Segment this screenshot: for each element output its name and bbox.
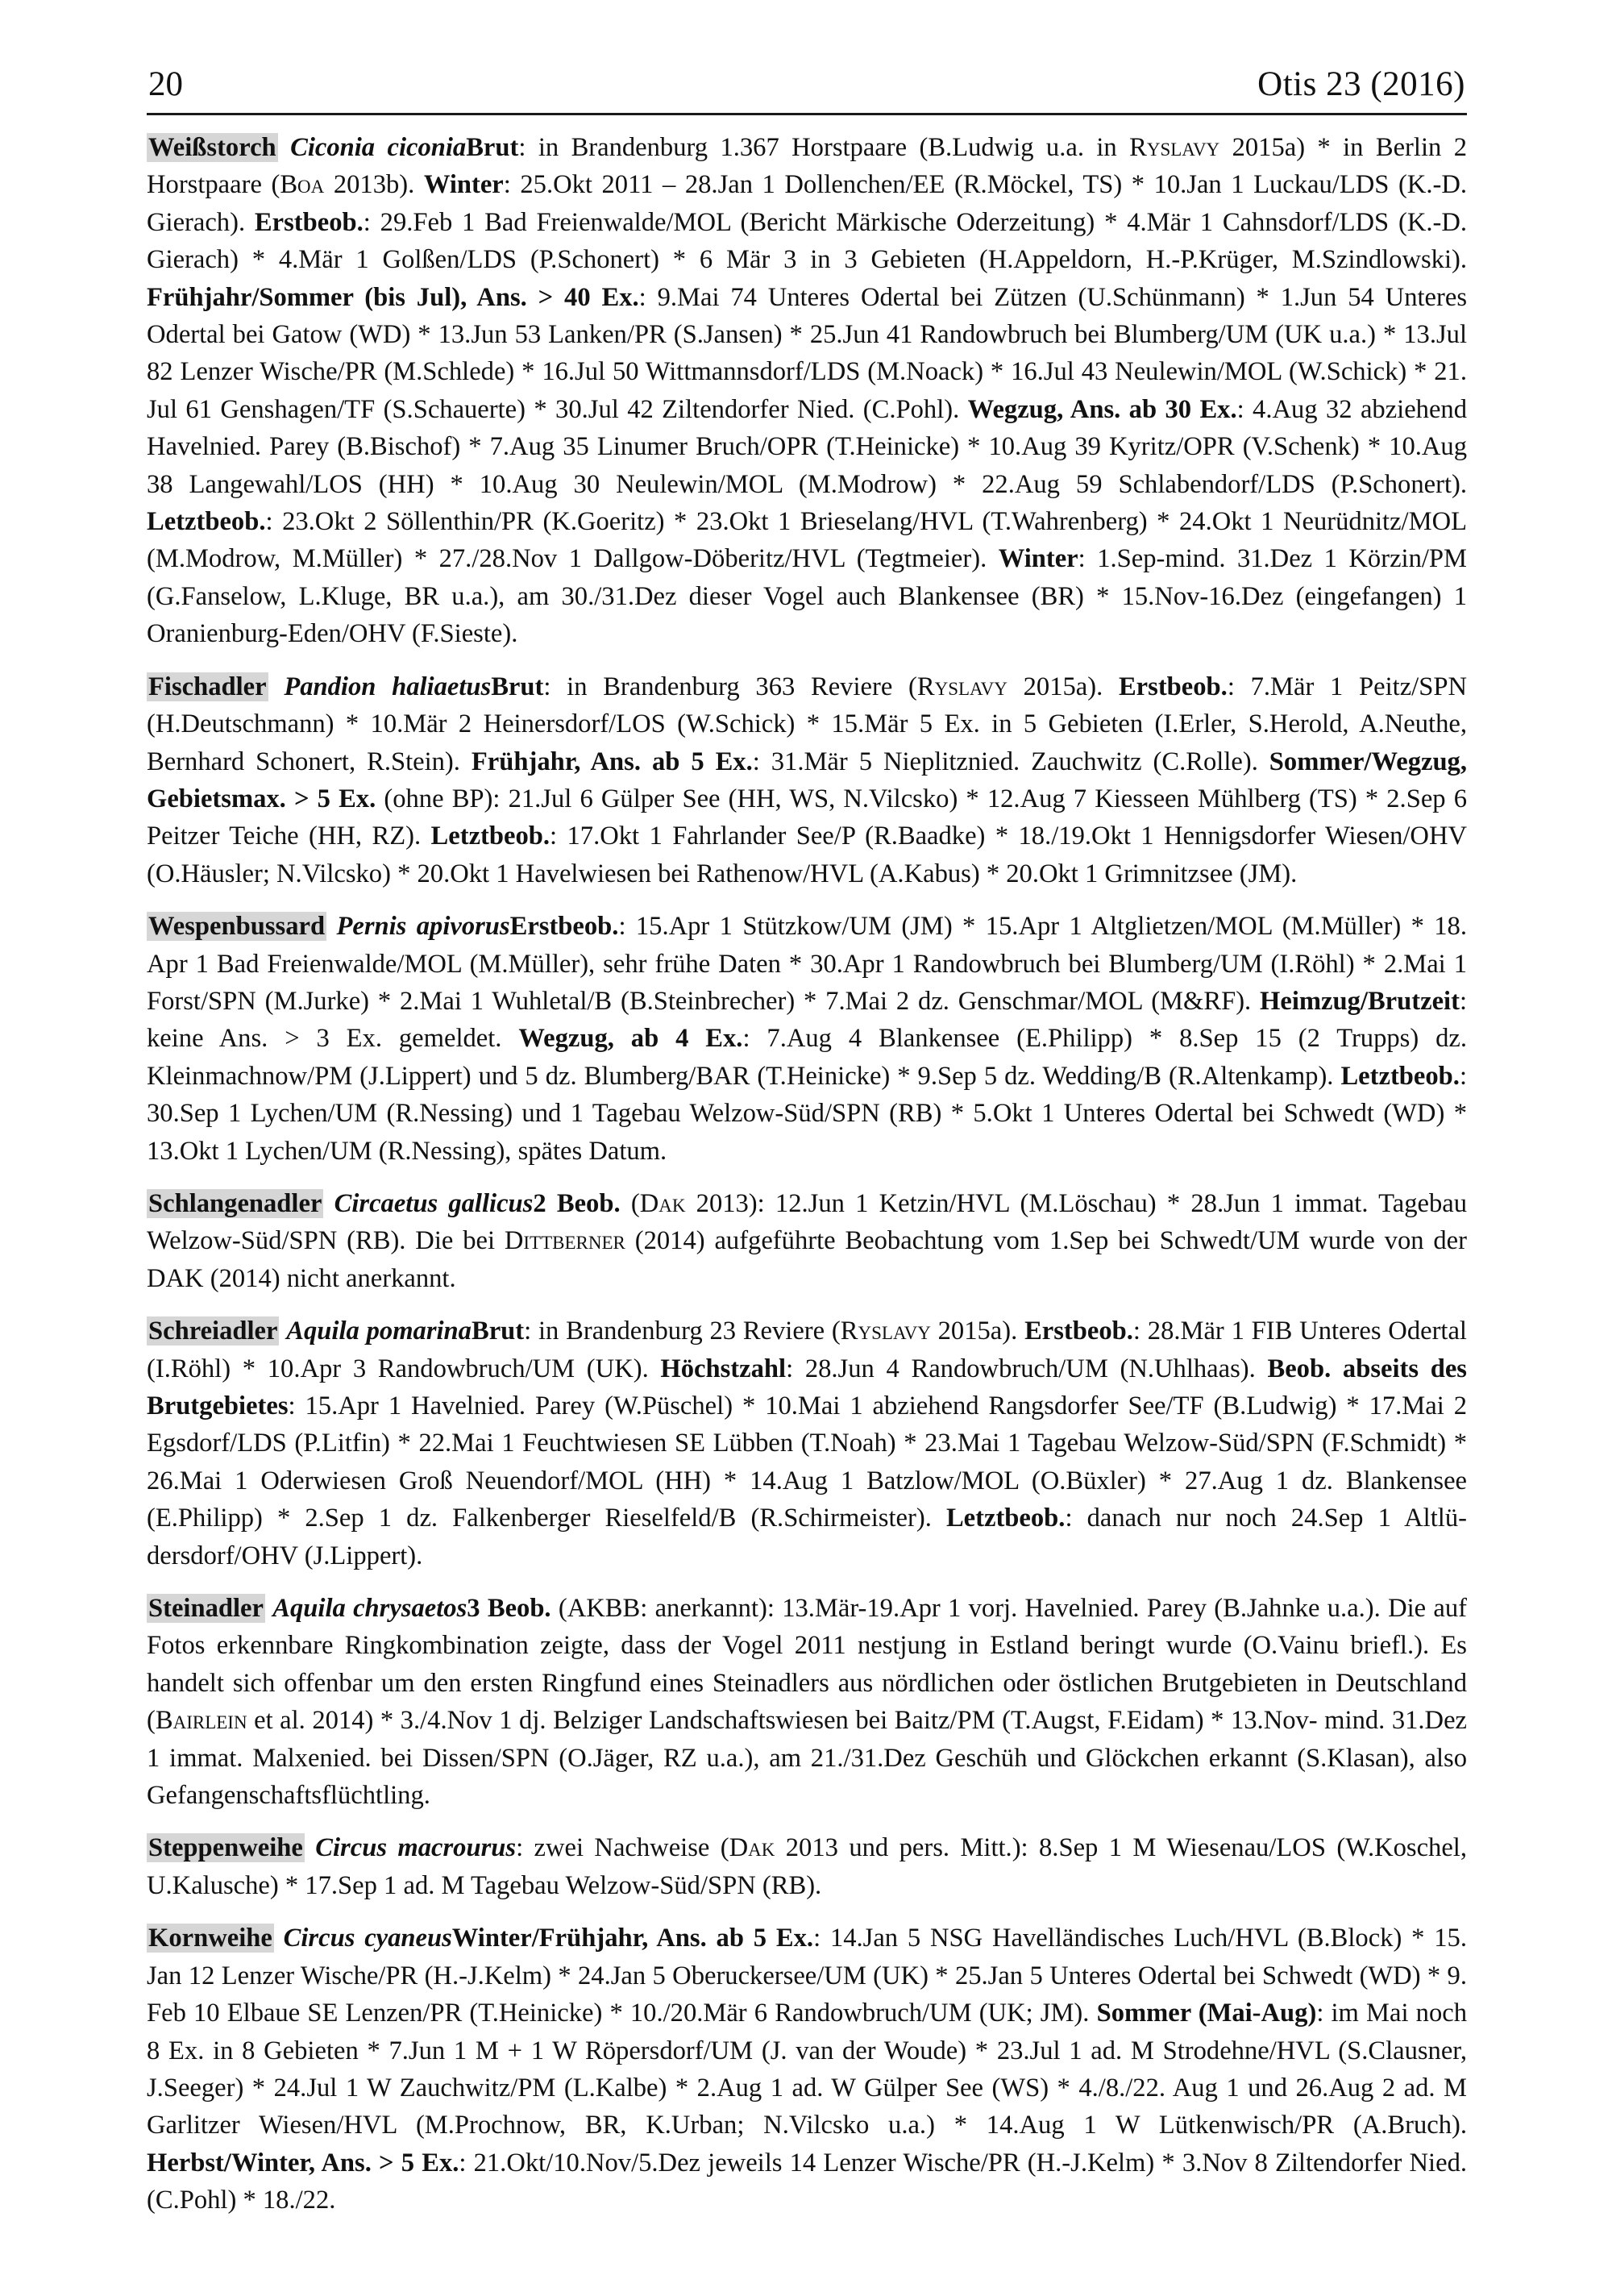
page-number: 20	[148, 65, 183, 103]
heading-label: Wegzug, ab 4 Ex.	[518, 1024, 743, 1054]
heading-label: Erstbeob.	[1024, 1316, 1133, 1346]
heading-label: Brut	[491, 672, 544, 701]
heading-label: 2 Beob.	[533, 1188, 621, 1218]
latin-name: Circaetus gallicus	[334, 1188, 534, 1218]
heading-label: Letztbeob.	[945, 1504, 1066, 1533]
entry-text: : zwei Nachweise (Dak 2013 und pers. Mitt.): 8.Sep 1 M Wiesenau/LOS (W.Koschel, U.Kalusche) * 17.Sep 1 ad. M Tagebau Welzow-Süd/SPN (RB).	[147, 1833, 1467, 1900]
latin-name: Pandion haliaetus	[284, 672, 492, 701]
heading-label: Frühjahr/Sommer (bis Jul), Ans. > 40 Ex.	[147, 282, 639, 312]
heading-label: Letztbeob.	[147, 507, 266, 537]
species-name: Fischadler	[148, 672, 267, 701]
species-name: Steppenweihe	[148, 1833, 303, 1863]
species-name: Kornweihe	[148, 1924, 272, 1953]
heading-label: 3 Beob.	[467, 1594, 551, 1624]
latin-name: Ciconia ciconia	[290, 133, 467, 162]
species-name: Wespenbussard	[148, 912, 326, 942]
species-name: Schreiadler	[148, 1316, 278, 1346]
entry-text: Erstbeob.: 15.Apr 1 Stützkow/UM (JM) * 15.Apr 1 Altglietzen/MOL (M.Müller) * 18. Apr 1 Bad Freienwalde/MOL (M.Müller), sehr frühe Daten * 30.Apr 1 Randowbruch bei Blumberg/UM (I.Röhl) * 2.Mai 1 Forst/SPN (M.Jurke) * 2.Mai 1 Wuhletal/B (B.Steinbrecher) * 7.Mai 2 dz. Genschmar/MOL (M&RF). Heimzug/Brutzeit: keine Ans. > 3 Ex. gemeldet. Wegzug, ab 4 Ex.: 7.Aug 4 Blankensee (E.Philipp) * 8.Sep 15 (2 Trupps) dz. Kleinmachnow/PM (J.Lippert) und 5 dz. Blumberg/BAR (T.Heinicke) * 9.Sep 5 dz. Wedding/B (R.Altenkamp). Letztbeob.: 30.Sep 1 Lychen/UM (R.Nessing) und 1 Tagebau Welzow-Süd/SPN (RB) * 5.Okt 1 Unteres Odertal bei Schwedt (WD) * 13.Okt 1 Lychen/UM (R.Nessing), spätes Datum.	[147, 912, 1467, 1166]
journal-title: Otis 23 (2016)	[1257, 65, 1465, 103]
heading-label: Frühjahr, Ans. ab 5 Ex.	[471, 747, 753, 776]
heading-label: Erstbeob.	[254, 207, 364, 237]
entry-text: 2 Beob. (Dak 2013): 12.Jun 1 Ketzin/HVL (M.Löschau) * 28.Jun 1 immat. Tagebau Welzow-Süd/SPN (RB). Die bei Dittberner (2014) aufgeführte Beobachtung vom 1.Sep bei Schwedt/UM wurde von der DAK (2014) nicht anerkannt.	[147, 1188, 1467, 1293]
heading-label: Sommer/Wegzug, Gebietsmax. > 5 Ex.	[147, 747, 1467, 813]
entry-text: 3 Beob. (AKBB: anerkannt): 13.Mär-19.Apr 1 vorj. Havelnied. Parey (B.Jahnke u.a.). Die auf Fotos erkennbare Ringkombination zeigte, dass der Vogel 2011 nestjung in Estland beringt wurde (O.Vainu briefl.). Es handelt sich offenbar um den ersten Ringfund eines Steinadlers aus nördlichen oder östlichen Brutgebieten in Deutschland (Bairlein et al. 2014) * 3./4.Nov 1 dj. Belziger Landschaftswiesen bei Baitz/PM (T.Augst, F.Eidam) * 13.Nov- mind. 31.Dez 1 immat. Malxenied. bei Dissen/SPN (O.Jäger, RZ u.a.), am 21./31.Dez Geschüh und Glöckchen erkannt (S.Klasan), also Gefangenschaftsflüchtling.	[147, 1594, 1467, 1811]
heading-label: Winter/Frühjahr, Ans. ab 5 Ex.	[451, 1924, 814, 1953]
author-citation: Ryslavy	[1129, 133, 1220, 162]
heading-label: Sommer (Mai-Aug)	[1096, 1999, 1317, 2028]
species-name: Weißstorch	[148, 133, 276, 162]
heading-label: Wegzug, Ans. ab 30 Ex.	[967, 394, 1237, 424]
heading-label: Winter	[998, 544, 1078, 574]
heading-label: Brut	[471, 1316, 525, 1346]
species-entry-fischadler	[147, 668, 1467, 892]
author-citation: Boa	[280, 170, 325, 200]
page-header	[147, 63, 1467, 115]
species-list	[147, 129, 1467, 2219]
species-entry-schlangenadler	[147, 1185, 1467, 1297]
heading-label: Winter	[423, 170, 504, 200]
heading-label: Herbst/Winter, Ans. > 5 Ex.	[147, 2148, 459, 2177]
heading-label: Brut	[466, 133, 519, 162]
species-entry-weissstorch	[147, 129, 1467, 653]
species-entry-kornweihe	[147, 1920, 1467, 2219]
entry-text: Brut: in Brandenburg 23 Reviere (Ryslavy 2015a). Erstbeob.: 28.Mär 1 FIB Unteres Odertal (I.Röhl) * 10.Apr 3 Randowbruch/UM (UK). Höchstzahl: 28.Jun 4 Randowbruch/UM (N.Uhlhaas). Beob. abseits des Brutgebietes: 15.Apr 1 Havelnied. Parey (W.Püschel) * 10.Mai 1 abziehend Rangsdorfer See/TF (B.Ludwig) * 17.Mai 2 Egsdorf/LDS (P.Litfin) * 22.Mai 1 Feuchtwiesen SE Lübben (T.Noah) * 23.Mai 1 Tagebau Welzow-Süd/SPN (F.Schmidt) * 26.Mai 1 Oderwiesen Groß Neuendorf/MOL (HH) * 14.Aug 1 Batzlow/MOL (O.Büxler) * 27.Aug 1 dz. Blankensee (E.Philipp) * 2.Sep 1 dz. Falkenberger Rieselfeld/B (R.Schirmeister). Letztbeob.: danach nur noch 24.Sep 1 Altlüdersdorf/OHV (J.Lippert).	[147, 1316, 1467, 1570]
species-entry-steppenweihe	[147, 1829, 1467, 1904]
author-citation: Bairlein	[155, 1706, 247, 1736]
heading-label: Letztbeob.	[1340, 1061, 1460, 1091]
latin-name: Pernis apivorus	[336, 912, 510, 942]
author-citation: Dittberner	[504, 1226, 625, 1256]
author-citation: Dak	[639, 1188, 686, 1218]
latin-name: Aquila pomarina	[286, 1316, 472, 1346]
entry-text: Winter/Frühjahr, Ans. ab 5 Ex.: 14.Jan 5 NSG Havelländisches Luch/HVL (B.Block) * 15. Jan 12 Lenzer Wische/PR (H.-J.Kelm) * 24.Jan 5 Oberuckersee/UM (UK) * 25.Jan 5 Unteres Odertal bei Schwedt (WD) * 9. Feb 10 Elbaue SE Lenzen/PR (T.Heinicke) * 10./20.Mär 6 Randowbruch/UM (UK; JM). Sommer (Mai-Aug): im Mai noch 8 Ex. in 8 Gebieten * 7.Jun 1 M + 1 W Röpersdorf/UM (J. van der Woude) * 23.Jul 1 ad. M Strodehne/HVL (S.Clausner, J.Seeger) * 24.Jul 1 W Zauchwitz/PM (L.Kalbe) * 2.Aug 1 ad. W Gülper See (WS) * 4./8./22. Aug 1 und 26.Aug 2 ad. M Garlitzer Wiesen/HVL (M.Prochnow, BR, K.Urban; N.Vilcsko u.a.) * 14.Aug 1 W Lütkenwisch/PR (A.Bruch). Herbst/Winter, Ans. > 5 Ex.: 21.Okt/10.Nov/5.Dez jeweils 14 Lenzer Wische/PR (H.-J.Kelm) * 3.Nov 8 Ziltendorfer Nied. (C.Pohl) * 18./22.	[147, 1924, 1467, 2215]
heading-label: Erstbeob.	[1118, 672, 1228, 701]
species-name: Steinadler	[148, 1594, 264, 1624]
heading-label: Beob. abseits des Brutgebietes	[147, 1354, 1467, 1420]
author-citation: Ryslavy	[840, 1316, 931, 1346]
latin-name: Aquila chrysaetos	[272, 1594, 467, 1624]
heading-label: Letztbeob.	[430, 821, 550, 851]
species-entry-schreiadler	[147, 1312, 1467, 1574]
latin-name: Circus cyaneus	[283, 1924, 452, 1953]
heading-label: Heimzug/Brutzeit	[1260, 986, 1460, 1016]
heading-label: Höchstzahl	[660, 1354, 787, 1383]
species-name: Schlangenadler	[148, 1188, 322, 1218]
entry-text: Brut: in Brandenburg 1.367 Horstpaare (B.Ludwig u.a. in Ryslavy 2015a) * in Berlin 2 Horstpaare (Boa 2013b). Winter: 25.Okt 2011 – 28.Jan 1 Dollenchen/EE (R.Möckel, TS) * 10.Jan 1 Luckau/LDS (K.-D. Gierach). Erstbeob.: 29.Feb 1 Bad Freienwalde/MOL (Bericht Märkische Oderzeitung) * 4.Mär 1 Cahnsdorf/LDS (K.-D. Gierach) * 4.Mär 1 Golßen/LDS (P.Schonert) * 6 Mär 3 in 3 Gebieten (H.Appeldorn, H.-P.Krüger, M.Szindlowski). Frühjahr/Sommer (bis Jul), Ans. > 40 Ex.: 9.Mai 74 Unteres Odertal bei Zützen (U.Schünmann) * 1.Jun 54 Unteres Odertal bei Gatow (WD) * 13.Jun 53 Lanken/PR (S.Jansen) * 25.Jun 41 Randowbruch bei Blumberg/UM (UK u.a.) * 13.Jul 82 Lenzer Wische/PR (M.Schlede) * 16.Jul 50 Wittmannsdorf/LDS (M.Noack) * 16.Jul 43 Neulewin/MOL (W.Schick) * 21. Jul 61 Genshagen/TF (S.Schauerte) * 30.Jul 42 Ziltendorfer Nied. (C.Pohl). Wegzug, Ans. ab 30 Ex.: 4.Aug 32 abziehend Havelnied. Parey (B.Bischof) * 7.Aug 35 Linumer Bruch/OPR (T.Heinicke) * 10.Aug 39 Kyritz/OPR (V.Schenk) * 10.Aug 38 Langewahl/LOS (HH) * 10.Aug 30 Neulewin/MOL (M.Modrow) * 22.Aug 59 Schlabendorf/LDS (P.Schonert). Letztbeob.: 23.Okt 2 Söllenthin/PR (K.Goeritz) * 23.Okt 1 Brieselang/HVL (T.Wahrenberg) * 24.Okt 1 Neurüdnitz/MOL (M.Modrow, M.Müller) * 27./28.Nov 1 Dallgow-Döberitz/HVL (Tegtmeier). Winter: 1.Sep-mind. 31.Dez 1 Körzin/PM (G.Fanselow, L.Kluge, BR u.a.), am 30./31.Dez dieser Vogel auch Blankensee (BR) * 15.Nov-16.Dez (eingefangen) 1 Oranienburg-Eden/OHV (F.Sieste).	[147, 133, 1468, 649]
entry-text: Brut: in Brandenburg 363 Reviere (Ryslavy 2015a). Erstbeob.: 7.Mär 1 Peitz/SPN (H.Deutschmann) * 10.Mär 2 Heinersdorf/LOS (W.Schick) * 15.Mär 5 Ex. in 5 Gebieten (I.Erler, S.Herold, A.Neuthe, Bernhard Schonert, R.Stein). Frühjahr, Ans. ab 5 Ex.: 31.Mär 5 Nieplitznied. Zauchwitz (C.Rolle). Sommer/Wegzug, Gebietsmax. > 5 Ex. (ohne BP): 21.Jul 6 Gülper See (HH, WS, N.Vilcsko) * 12.Aug 7 Kiesseen Mühlberg (TS) * 2.Sep 6 Peitzer Teiche (HH, RZ). Letztbeob.: 17.Okt 1 Fahrlander See/P (R.Baadke) * 18./19.Okt 1 Hennigsdorfer Wiesen/OHV (O.Häusler; N.Vilcsko) * 20.Okt 1 Havelwiesen bei Rathenow/HVL (A.Kabus) * 20.Okt 1 Grimnitzsee (JM).	[147, 672, 1468, 888]
author-citation: Ryslavy	[916, 672, 1008, 701]
latin-name: Circus macrourus	[315, 1833, 517, 1863]
species-entry-steinadler	[147, 1590, 1467, 1814]
heading-label: Erstbeob.	[509, 912, 619, 942]
species-entry-wespenbussard	[147, 908, 1467, 1170]
author-citation: Dak	[729, 1833, 775, 1863]
